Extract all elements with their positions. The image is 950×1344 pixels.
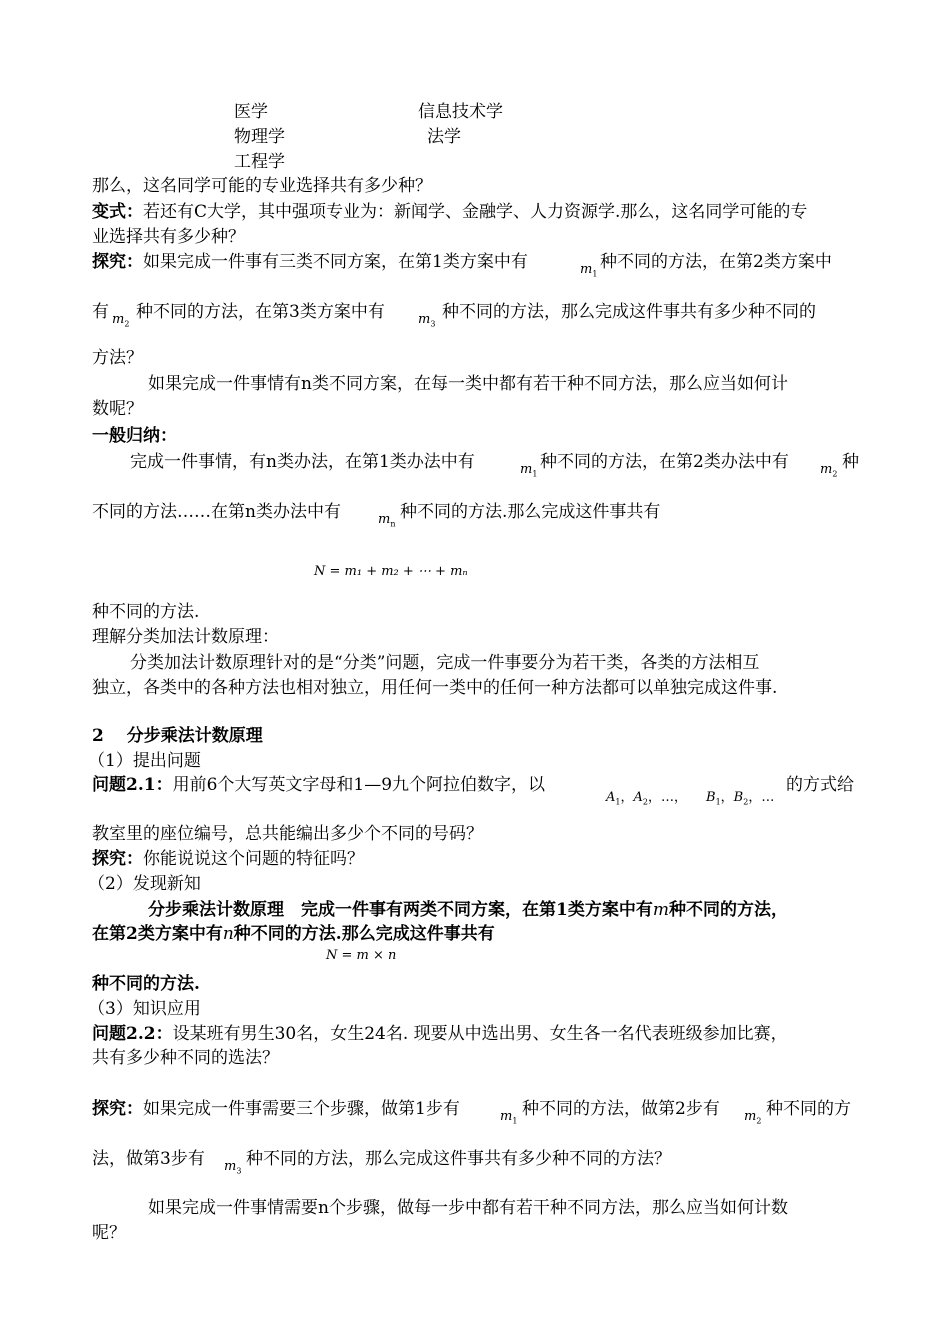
- general-after: 种不同的方法.: [92, 602, 200, 622]
- math-a1-a2: $A_1$，$A_2$，…，: [606, 790, 687, 807]
- q21-text-a: 用前6个大写英文字母和1—9九个阿拉伯数字，以: [172, 775, 546, 795]
- principle-line-2: [92, 922, 495, 946]
- section2-step1: （1）提出问题: [88, 751, 201, 771]
- explore3-text-c: 种不同的方: [766, 1099, 851, 1119]
- principle-text-d: 种不同的方法.那么完成这件事共有: [233, 924, 495, 944]
- explore1-text-2a: 有: [92, 302, 109, 322]
- explore3-line-1: [92, 1097, 460, 1121]
- product-formula: N = m × n: [326, 948, 397, 963]
- q22-text-1: 设某班有男生30名，女生24名. 现要从中选出男、女生各一名代表班级参加比赛，: [172, 1024, 788, 1044]
- explore1-text-3: 方法？: [92, 348, 143, 368]
- explore1-line-1: [92, 250, 528, 274]
- explore2-label: 探究：: [92, 849, 143, 869]
- math-m3-step: $m_3$: [224, 1159, 242, 1176]
- q21-line-2: 教室里的座位编号，总共能编出多少个不同的号码？: [92, 824, 483, 844]
- principle-text-c: 在第2类方案中有: [92, 924, 223, 944]
- major-engineering: 工程学: [234, 152, 285, 172]
- variant-text-1: 若还有C大学，其中强项专业为：新闻学、金融学、人力资源学.那么，这名同学可能的专: [143, 202, 808, 222]
- understand-line-1: 分类加法计数原理针对的是“分类”问题，完成一件事要分为若干类，各类的方法相互: [130, 653, 760, 673]
- q22-line-1: [92, 1022, 788, 1046]
- principle-text-a: 分步乘法计数原理 完成一件事有两类不同方案，在第1类方案中有: [148, 900, 653, 920]
- explore1-text-1a: 如果完成一件事有三类不同方案，在第1类方案中有: [143, 252, 528, 272]
- explore1-para2-line2: 数呢？: [92, 399, 143, 419]
- variant-label: 变式：: [92, 202, 143, 222]
- explore3-text-a: 如果完成一件事需要三个步骤，做第1步有: [143, 1099, 460, 1119]
- explore1-text-1b: 种不同的方法，在第2类方案中: [600, 252, 832, 272]
- math-m3: $m_3$: [418, 312, 436, 329]
- q22-label: 问题2.2：: [92, 1024, 173, 1044]
- variant-line-1: [92, 200, 807, 224]
- major-it: 信息技术学: [418, 102, 503, 122]
- math-b1-b2: $B_1$，$B_2$，…: [706, 790, 775, 807]
- math-m1: $m_1$: [580, 262, 598, 279]
- explore3-text-b: 种不同的方法，做第2步有: [522, 1099, 720, 1119]
- question-line: 那么，这名同学可能的专业选择共有多少种？: [92, 176, 432, 196]
- general-label: 一般归纳：: [92, 426, 177, 446]
- explore1-para2-line1: 如果完成一件事情有n类不同方案，在每一类中都有若干种不同方法，那么应当如何计: [148, 374, 788, 394]
- explore2-line: [92, 847, 364, 871]
- explore3-para2-line2: 呢？: [92, 1223, 126, 1243]
- explore1-text-2b: 种不同的方法，在第3类方案中有: [136, 302, 385, 322]
- understand-line-2: 独立，各类中的各种方法也相对独立，用任何一类中的任何一种方法都可以单独完成这件事.: [92, 678, 778, 698]
- general-text-2a: 不同的方法……在第n类办法中有: [92, 502, 341, 522]
- q21-label: 问题2.1：: [92, 775, 173, 795]
- q21-line-1: [92, 773, 545, 797]
- major-medicine: 医学: [234, 102, 268, 122]
- explore3-text-2b: 种不同的方法，那么完成这件事共有多少种不同的方法？: [246, 1149, 671, 1169]
- major-physics: 物理学: [234, 127, 285, 147]
- math-m: m: [652, 900, 669, 920]
- principle-text-b: 种不同的方法，: [668, 900, 788, 920]
- math-m1-step: $m_1$: [500, 1109, 518, 1126]
- explore2-text: 你能说说这个问题的特征吗？: [143, 849, 364, 869]
- math-m2-step: $m_2$: [744, 1109, 762, 1126]
- explore3-para2-line1: 如果完成一件事情需要n个步骤，做每一步中都有若干种不同方法，那么应当如何计数: [148, 1198, 788, 1218]
- explore1-label: 探究：: [92, 252, 143, 272]
- sum-formula: N = m₁ + m₂ + ⋯ + mₙ: [314, 564, 468, 579]
- math-mn: $m_n$: [378, 512, 396, 529]
- section2-step3: （3）知识应用: [88, 999, 201, 1019]
- math-n: n: [222, 924, 234, 944]
- general-text-1c: 种: [842, 452, 859, 472]
- explore1-text-2c: 种不同的方法，那么完成这件事共有多少种不同的: [442, 302, 816, 322]
- variant-line-2: 业选择共有多少种？: [92, 227, 245, 247]
- q21-text-b: 的方式给: [786, 775, 854, 795]
- principle-line-1: [148, 898, 788, 922]
- math-m1-general: $m_1$: [520, 462, 538, 479]
- general-text-1b: 种不同的方法，在第2类办法中有: [540, 452, 789, 472]
- math-m2: $m_2$: [112, 312, 130, 329]
- understand-title: 理解分类加法计数原理：: [92, 627, 279, 647]
- principle-end: 种不同的方法.: [92, 974, 200, 994]
- general-text-2b: 种不同的方法.那么完成这件事共有: [400, 502, 661, 522]
- general-text-1a: 完成一件事情，有n类办法，在第1类办法中有: [130, 452, 475, 472]
- explore3-label: 探究：: [92, 1099, 143, 1119]
- explore3-text-2a: 法，做第3步有: [92, 1149, 205, 1169]
- major-law: 法学: [427, 127, 461, 147]
- section2-heading: 2 分步乘法计数原理: [92, 726, 263, 746]
- q22-line-2: 共有多少种不同的选法？: [92, 1048, 279, 1068]
- section2-step2: （2）发现新知: [88, 874, 201, 894]
- math-m2-general: $m_2$: [820, 462, 838, 479]
